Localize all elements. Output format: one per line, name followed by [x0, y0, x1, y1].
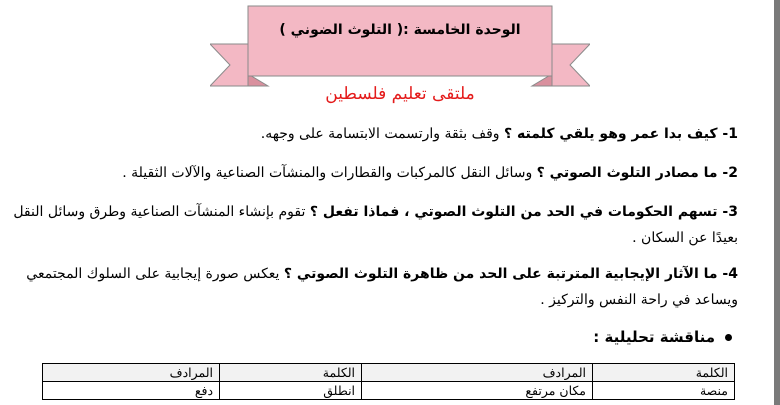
table-cell: مكان مرتفع: [362, 382, 593, 400]
table-cell: منصة: [592, 382, 734, 400]
question-text: 3- تسهم الحكومات في الحد من التلوث الصوتي ، فماذا تفعل ؟: [309, 204, 738, 220]
answer-text: يعكس صورة إيجابية على السلوك المجتمعي: [26, 266, 280, 282]
answer-text: وسائل النقل كالمركبات والقطارات والمنشآت الصناعية والآلات الثقيلة .: [122, 165, 533, 181]
table-cell: دفع: [43, 382, 220, 400]
table-header: المرادف: [43, 364, 220, 382]
question-text: 2- ما مصادر التلوث الصوتي ؟: [536, 165, 738, 181]
site-name: ملتقى تعليم فلسطين: [325, 84, 475, 104]
table-row: [43, 382, 735, 400]
table-header: الكلمة: [592, 364, 734, 382]
table-cell: انطلق: [220, 382, 362, 400]
answer-text: تقوم بإنشاء المنشآت الصناعية وطرق وسائل النقل: [13, 204, 306, 220]
unit-title: الوحدة الخامسة :( التلوث الضوني ): [279, 22, 521, 38]
table-header: المرادف: [362, 364, 593, 382]
question-2: [122, 165, 738, 181]
synonyms-table: [42, 363, 735, 400]
table-header: الكلمة: [220, 364, 362, 382]
answer-continuation: ويساعد في راحة النفس والتركيز .: [540, 292, 738, 308]
question-text: 4- ما الآثار الإيجابية المترتبة على الحد من ظاهرة التلوث الصوتي ؟: [283, 266, 738, 282]
bullet-icon: [725, 334, 732, 341]
question-1: [261, 126, 738, 142]
section-title: مناقشة تحليلية :: [593, 328, 715, 346]
right-edge-border: [774, 0, 780, 405]
question-text: 1- كيف بدا عمر وهو يلقي كلمته ؟: [504, 126, 738, 142]
answer-text: وقف بثقة وارتسمت الابتسامة على وجهه.: [260, 126, 500, 142]
answer-continuation: بعيدًا عن السكان .: [632, 230, 738, 246]
table-header-row: [43, 364, 735, 382]
question-3: [13, 204, 738, 220]
question-4: [26, 266, 738, 282]
section-heading: [593, 328, 732, 346]
